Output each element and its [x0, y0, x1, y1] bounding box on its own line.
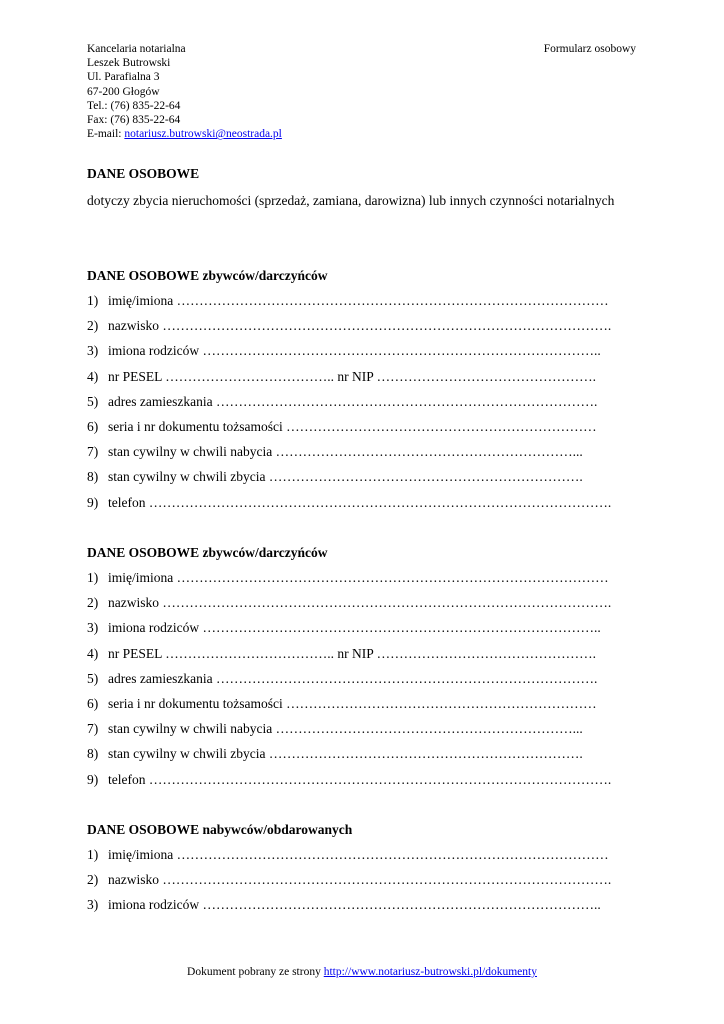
line-number: 2) [87, 318, 99, 334]
fax: Fax: (76) 835-22-64 [87, 114, 181, 127]
notary-name: Leszek Butrowski [87, 57, 171, 70]
section-heading: DANE OSOBOWE nabywców/obdarowanych [87, 822, 353, 837]
line-number: 2) [87, 872, 99, 888]
page-footer [0, 966, 724, 978]
line-label: telefon …………………………………………………………………………………………. [108, 494, 612, 510]
form-line[interactable] [87, 593, 639, 618]
form-line[interactable] [87, 568, 639, 593]
form-line[interactable] [87, 493, 639, 518]
line-label: imię/imiona …………………………………………………………………………………… [108, 570, 609, 585]
line-label: stan cywilny w chwili zbycia ……………………………………………………………. [108, 469, 583, 485]
line-label: telefon …………………………………………………………………………………………. [108, 771, 612, 787]
email-label: E-mail: [87, 128, 125, 141]
section-heading: DANE OSOBOWE zbywców/darczyńców [87, 268, 328, 283]
line-number: 9) [87, 494, 99, 510]
line-label: stan cywilny w chwili nabycia …………………………………………………………... [108, 721, 583, 737]
line-number: 7) [87, 721, 99, 737]
line-label: imiona rodziców …………………………………………………………………………….. [108, 897, 601, 913]
line-number: 8) [87, 469, 99, 485]
section-buyers [87, 820, 639, 921]
form-line[interactable] [87, 719, 639, 744]
form-line[interactable] [87, 845, 639, 870]
line-label: nr PESEL ……………………………….. nr NIP …………………………………………. [108, 645, 596, 661]
line-number: 4) [87, 368, 99, 384]
line-number: 3) [87, 620, 99, 636]
office-name: Kancelaria notarialna [87, 43, 186, 55]
form-line[interactable] [87, 392, 639, 417]
line-label: nazwisko ………………………………………………………………………………………. [108, 595, 612, 611]
form-line[interactable] [87, 417, 639, 442]
line-number: 4) [87, 645, 99, 661]
line-number: 6) [87, 418, 99, 434]
line-number: 3) [87, 897, 99, 913]
form-line[interactable] [87, 744, 639, 769]
line-label: imiona rodziców …………………………………………………………………………….. [108, 620, 601, 636]
line-number: 2) [87, 595, 99, 611]
form-line[interactable] [87, 870, 639, 895]
line-label: nr PESEL ……………………………….. nr NIP …………………………………………. [108, 368, 596, 384]
form-line[interactable] [87, 442, 639, 467]
line-label: imię/imiona …………………………………………………………………………………… [108, 293, 609, 308]
line-number: 3) [87, 343, 99, 359]
form-line[interactable] [87, 316, 639, 341]
phone: Tel.: (76) 835-22-64 [87, 99, 181, 112]
section-sellers-2 [87, 543, 639, 795]
form-name: Formularz osobowy [543, 43, 636, 55]
line-label: adres zamieszkania …………………………………………………………………………. [108, 670, 598, 686]
line-label: nazwisko ………………………………………………………………………………………. [108, 318, 612, 334]
form-line[interactable] [87, 770, 639, 795]
form-line[interactable] [87, 669, 639, 694]
line-label: stan cywilny w chwili nabycia …………………………………………………………... [108, 444, 583, 460]
section-sellers-1 [87, 266, 639, 518]
line-label: stan cywilny w chwili zbycia ……………………………………………………………. [108, 746, 583, 762]
email-link[interactable]: notariusz.butrowski@neostrada.pl [124, 128, 282, 141]
form-line[interactable] [87, 341, 639, 366]
footer-text: Dokument pobrany ze strony [187, 966, 324, 978]
street-address: Ul. Parafialna 3 [87, 71, 160, 84]
office-header [87, 42, 636, 141]
form-line[interactable] [87, 694, 639, 719]
line-number: 1) [87, 570, 99, 585]
line-label: seria i nr dokumentu tożsamości …………………………………………………………… [108, 418, 597, 434]
intro-text: dotyczy zbycia nieruchomości (sprzedaż, zamiana, darowizna) lub innych czynności notarialnych [87, 193, 615, 208]
line-label: imiona rodziców …………………………………………………………………………….. [108, 343, 601, 359]
section-heading: DANE OSOBOWE zbywców/darczyńców [87, 545, 328, 560]
form-line[interactable] [87, 291, 639, 316]
line-number: 1) [87, 847, 99, 862]
form-line[interactable] [87, 644, 639, 669]
line-number: 7) [87, 444, 99, 460]
line-number: 1) [87, 293, 99, 308]
form-line[interactable] [87, 467, 639, 492]
line-number: 8) [87, 746, 99, 762]
line-number: 9) [87, 771, 99, 787]
line-number: 5) [87, 670, 99, 686]
line-label: seria i nr dokumentu tożsamości …………………………………………………………… [108, 695, 597, 711]
form-line[interactable] [87, 367, 639, 392]
line-label: nazwisko ………………………………………………………………………………………. [108, 872, 612, 888]
line-number: 6) [87, 695, 99, 711]
postal-city: 67-200 Głogów [87, 85, 160, 98]
footer-link[interactable]: http://www.notariusz-butrowski.pl/dokumenty [323, 966, 537, 978]
form-line[interactable] [87, 895, 639, 920]
line-label: imię/imiona …………………………………………………………………………………… [108, 847, 609, 862]
form-line[interactable] [87, 618, 639, 643]
line-number: 5) [87, 393, 99, 409]
email-line [87, 127, 636, 141]
page-title: DANE OSOBOWE [87, 166, 200, 181]
line-label: adres zamieszkania …………………………………………………………………………. [108, 393, 598, 409]
